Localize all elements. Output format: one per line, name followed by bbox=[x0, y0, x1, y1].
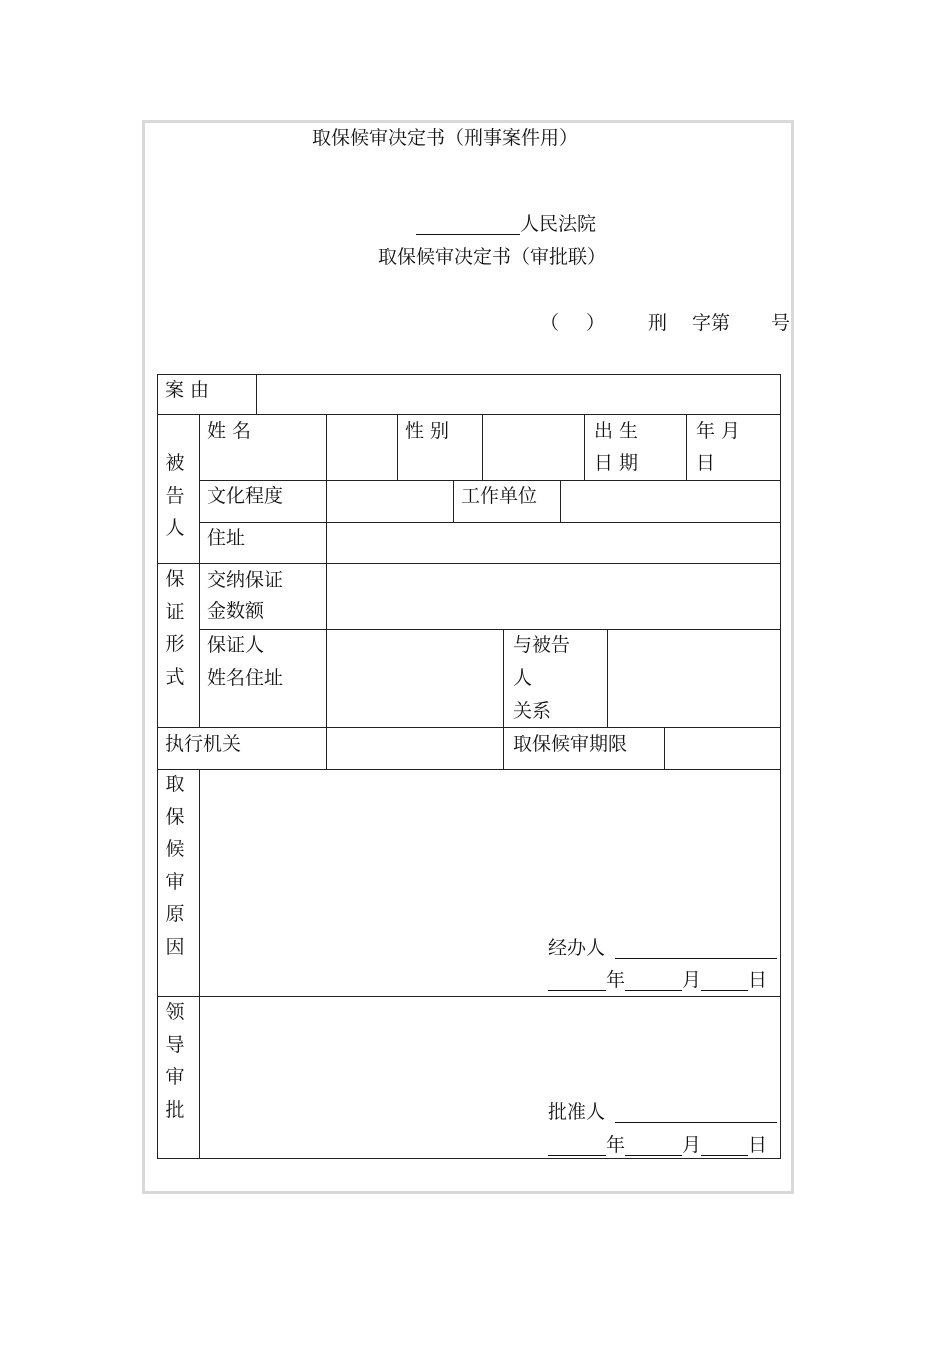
month-label: 月 bbox=[682, 969, 702, 991]
deposit-label-line2: 金数额 bbox=[207, 600, 265, 622]
bail-reason-label: 取保候审原因 bbox=[165, 773, 185, 958]
sub-title: 取保候审决定书（审批联） bbox=[378, 246, 607, 268]
row-line bbox=[157, 563, 781, 564]
case-number-hao: 号 bbox=[771, 312, 791, 334]
handler-date-line bbox=[548, 969, 767, 991]
handler-day-blank[interactable] bbox=[701, 970, 748, 991]
col-line bbox=[199, 769, 200, 1159]
work-unit-label: 工作单位 bbox=[461, 485, 538, 507]
col-line bbox=[686, 414, 687, 481]
year-label: 年 bbox=[606, 1134, 626, 1156]
row-line bbox=[157, 414, 781, 415]
col-line bbox=[326, 414, 327, 770]
handler-signature-blank[interactable] bbox=[615, 938, 777, 959]
day-label: 日 bbox=[748, 969, 768, 991]
year-label: 年 bbox=[606, 969, 626, 991]
col-line bbox=[256, 374, 257, 415]
name-label: 姓 名 bbox=[207, 420, 252, 442]
month-label: 月 bbox=[682, 1134, 702, 1156]
table-border-left bbox=[157, 374, 158, 1159]
col-line bbox=[397, 414, 398, 481]
birth-day: 日 bbox=[696, 452, 716, 474]
row-line bbox=[199, 629, 781, 630]
approver-day-blank[interactable] bbox=[701, 1135, 748, 1156]
approver-month-blank[interactable] bbox=[625, 1135, 682, 1156]
birth-label-line2: 日 期 bbox=[594, 452, 639, 474]
bail-period-label: 取保候审期限 bbox=[513, 733, 628, 755]
col-line bbox=[199, 414, 200, 728]
birth-year-month: 年 月 bbox=[696, 420, 741, 442]
case-number-open-paren: （ bbox=[540, 312, 560, 334]
document-title: 取保候审决定书（刑事案件用） bbox=[312, 127, 579, 149]
approver-year-blank[interactable] bbox=[548, 1135, 606, 1156]
row-line bbox=[199, 522, 781, 523]
case-number-zi-di: 字第 bbox=[692, 312, 731, 334]
address-label: 住址 bbox=[207, 527, 246, 549]
approver-label: 批准人 bbox=[548, 1101, 606, 1123]
approver-date-line bbox=[548, 1134, 767, 1156]
guarantor-label-line1: 保证人 bbox=[207, 634, 265, 656]
col-line bbox=[607, 629, 608, 728]
education-label: 文化程度 bbox=[207, 485, 284, 507]
approver-signature-blank[interactable] bbox=[615, 1102, 777, 1123]
relation-label-line1: 与被告 bbox=[513, 634, 571, 656]
table-border-top bbox=[157, 374, 781, 375]
case-cause-label: 案 由 bbox=[165, 379, 210, 401]
relation-label-line2: 人 bbox=[513, 667, 533, 689]
deposit-label-line1: 交纳保证 bbox=[207, 569, 284, 591]
col-line bbox=[664, 727, 665, 770]
col-line bbox=[560, 480, 561, 523]
table-border-bottom bbox=[157, 1158, 781, 1159]
row-line bbox=[199, 480, 781, 481]
table-border-right bbox=[780, 374, 781, 1159]
relation-label-line3: 关系 bbox=[513, 700, 552, 722]
row-line bbox=[157, 769, 781, 770]
case-number-xing: 刑 bbox=[648, 312, 668, 334]
row-line bbox=[157, 996, 781, 997]
guarantor-label-line2: 姓名住址 bbox=[207, 667, 284, 689]
col-line bbox=[453, 480, 454, 523]
executing-agency-label: 执行机关 bbox=[165, 733, 242, 755]
defendant-group-label: 被告人 bbox=[165, 452, 185, 539]
col-line bbox=[503, 629, 504, 770]
approver-line bbox=[548, 1101, 777, 1123]
birth-label-line1: 出 生 bbox=[594, 420, 639, 442]
day-label: 日 bbox=[748, 1134, 768, 1156]
case-number-close-paren: ） bbox=[586, 312, 606, 334]
handler-line bbox=[548, 937, 777, 959]
leader-approval-label: 领导审批 bbox=[165, 1001, 185, 1121]
handler-label: 经办人 bbox=[548, 937, 606, 959]
row-line bbox=[157, 727, 781, 728]
court-name-line bbox=[416, 213, 596, 235]
col-line bbox=[584, 414, 585, 481]
guarantee-group-label: 保证形式 bbox=[165, 568, 185, 688]
gender-label: 性 别 bbox=[405, 420, 450, 442]
col-line bbox=[482, 414, 483, 481]
court-suffix: 人民法院 bbox=[520, 213, 597, 235]
document-frame bbox=[142, 120, 794, 1194]
handler-month-blank[interactable] bbox=[625, 970, 682, 991]
court-name-blank[interactable] bbox=[416, 214, 520, 235]
handler-year-blank[interactable] bbox=[548, 970, 606, 991]
